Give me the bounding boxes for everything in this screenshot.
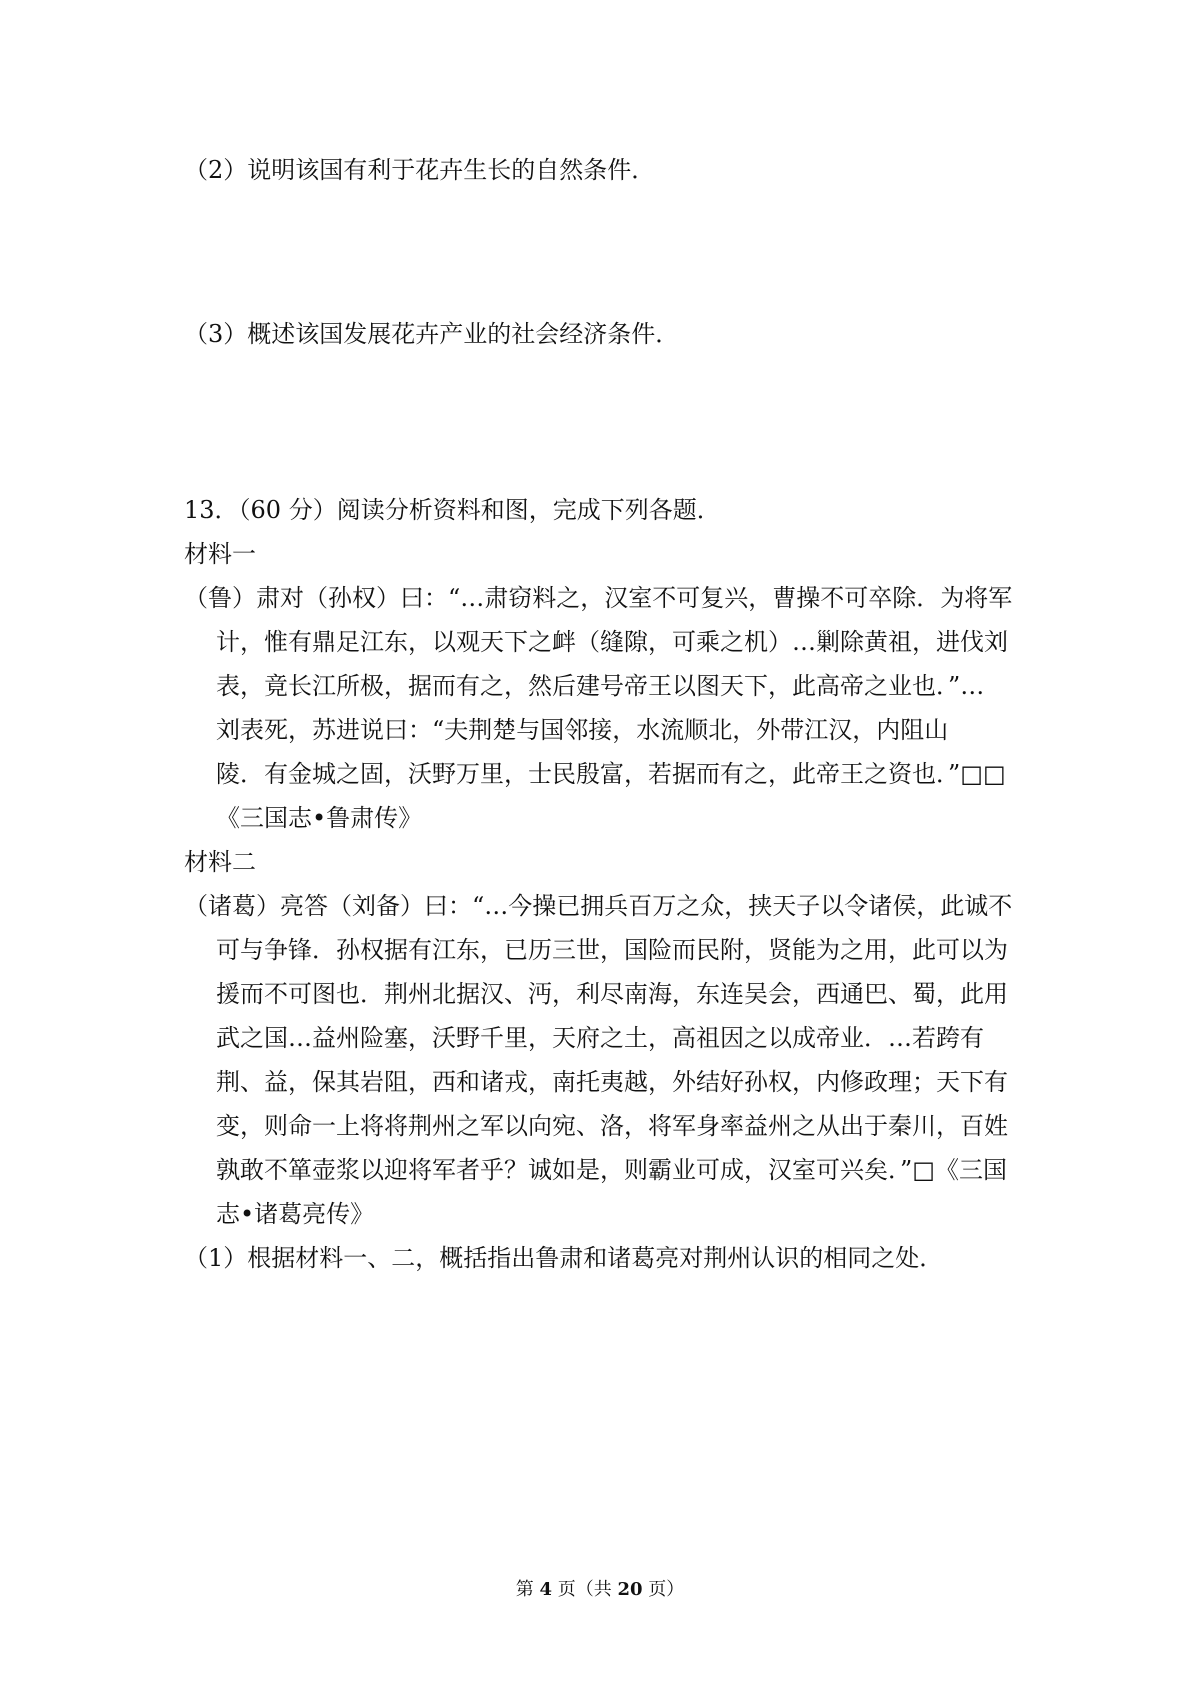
material-2-line: 武之国…益州险塞，沃野千里，天府之土，高祖因之以成帝业．…若跨有 xyxy=(216,1024,984,1052)
material-1-source: 《三国志•鲁肃传》 xyxy=(216,804,423,832)
question-13-sub-1: （1）根据材料一、二，概括指出鲁肃和诸葛亮对荆州认识的相同之处． xyxy=(184,1244,944,1272)
page-number: 4 xyxy=(539,1579,552,1600)
material-1-line: 表，竟长江所极，据而有之，然后建号帝王以图天下，此高帝之业也．”… xyxy=(216,672,985,700)
page-total: 20 xyxy=(617,1579,643,1600)
material-2-line: 荆、益，保其岩阻，西和诸戎，南托夷越，外结好孙权，内修政理；天下有 xyxy=(216,1068,1008,1096)
material-2-line: 可与争锋．孙权据有江东，已历三世，国险而民附，贤能为之用，此可以为 xyxy=(216,936,1008,964)
question-13-stem: 13．（60 分）阅读分析资料和图，完成下列各题． xyxy=(184,496,721,524)
material-2-line: 孰敢不箪壶浆以迎将军者乎？诚如是，则霸业可成，汉室可兴矣．”□《三国 xyxy=(216,1156,1007,1184)
question-12-part-2: （2）说明该国有利于花卉生长的自然条件． xyxy=(184,156,656,184)
material-2-line: 援而不可图也．荆州北据汉、沔，利尽南海，东连吴会，西通巴、蜀，此用 xyxy=(216,980,1008,1008)
material-1-label: 材料一 xyxy=(184,540,256,568)
material-1-line: 计，惟有鼎足江东，以观天下之衅（缝隙，可乘之机）…剿除黄祖，进伐刘 xyxy=(216,628,1008,656)
material-2-label: 材料二 xyxy=(184,848,256,876)
material-2-line: （诸葛）亮答（刘备）曰：“…今操已拥兵百万之众，挟天子以令诸侯，此诚不 xyxy=(184,892,1013,920)
material-2-source: 志•诸葛亮传》 xyxy=(216,1200,375,1228)
footer-middle: 页（共 xyxy=(557,1579,612,1600)
footer-prefix: 第 xyxy=(515,1579,534,1600)
material-2-line: 变，则命一上将将荆州之军以向宛、洛，将军身率益州之从出于秦川，百姓 xyxy=(216,1112,1008,1140)
material-1-line: 刘表死，苏进说曰：“夫荆楚与国邻接，水流顺北，外带江汉，内阻山 xyxy=(216,716,949,744)
footer-suffix: 页） xyxy=(648,1579,685,1600)
page-footer xyxy=(0,1578,1200,1602)
material-1-line: 陵．有金城之固，沃野万里，士民殷富，若据而有之，此帝王之资也．”□□ xyxy=(216,760,1006,788)
question-12-part-3: （3）概述该国发展花卉产业的社会经济条件． xyxy=(184,320,680,348)
material-1-line: （鲁）肃对（孙权）曰：“…肃窃料之，汉室不可复兴，曹操不可卒除．为将军 xyxy=(184,584,1013,612)
